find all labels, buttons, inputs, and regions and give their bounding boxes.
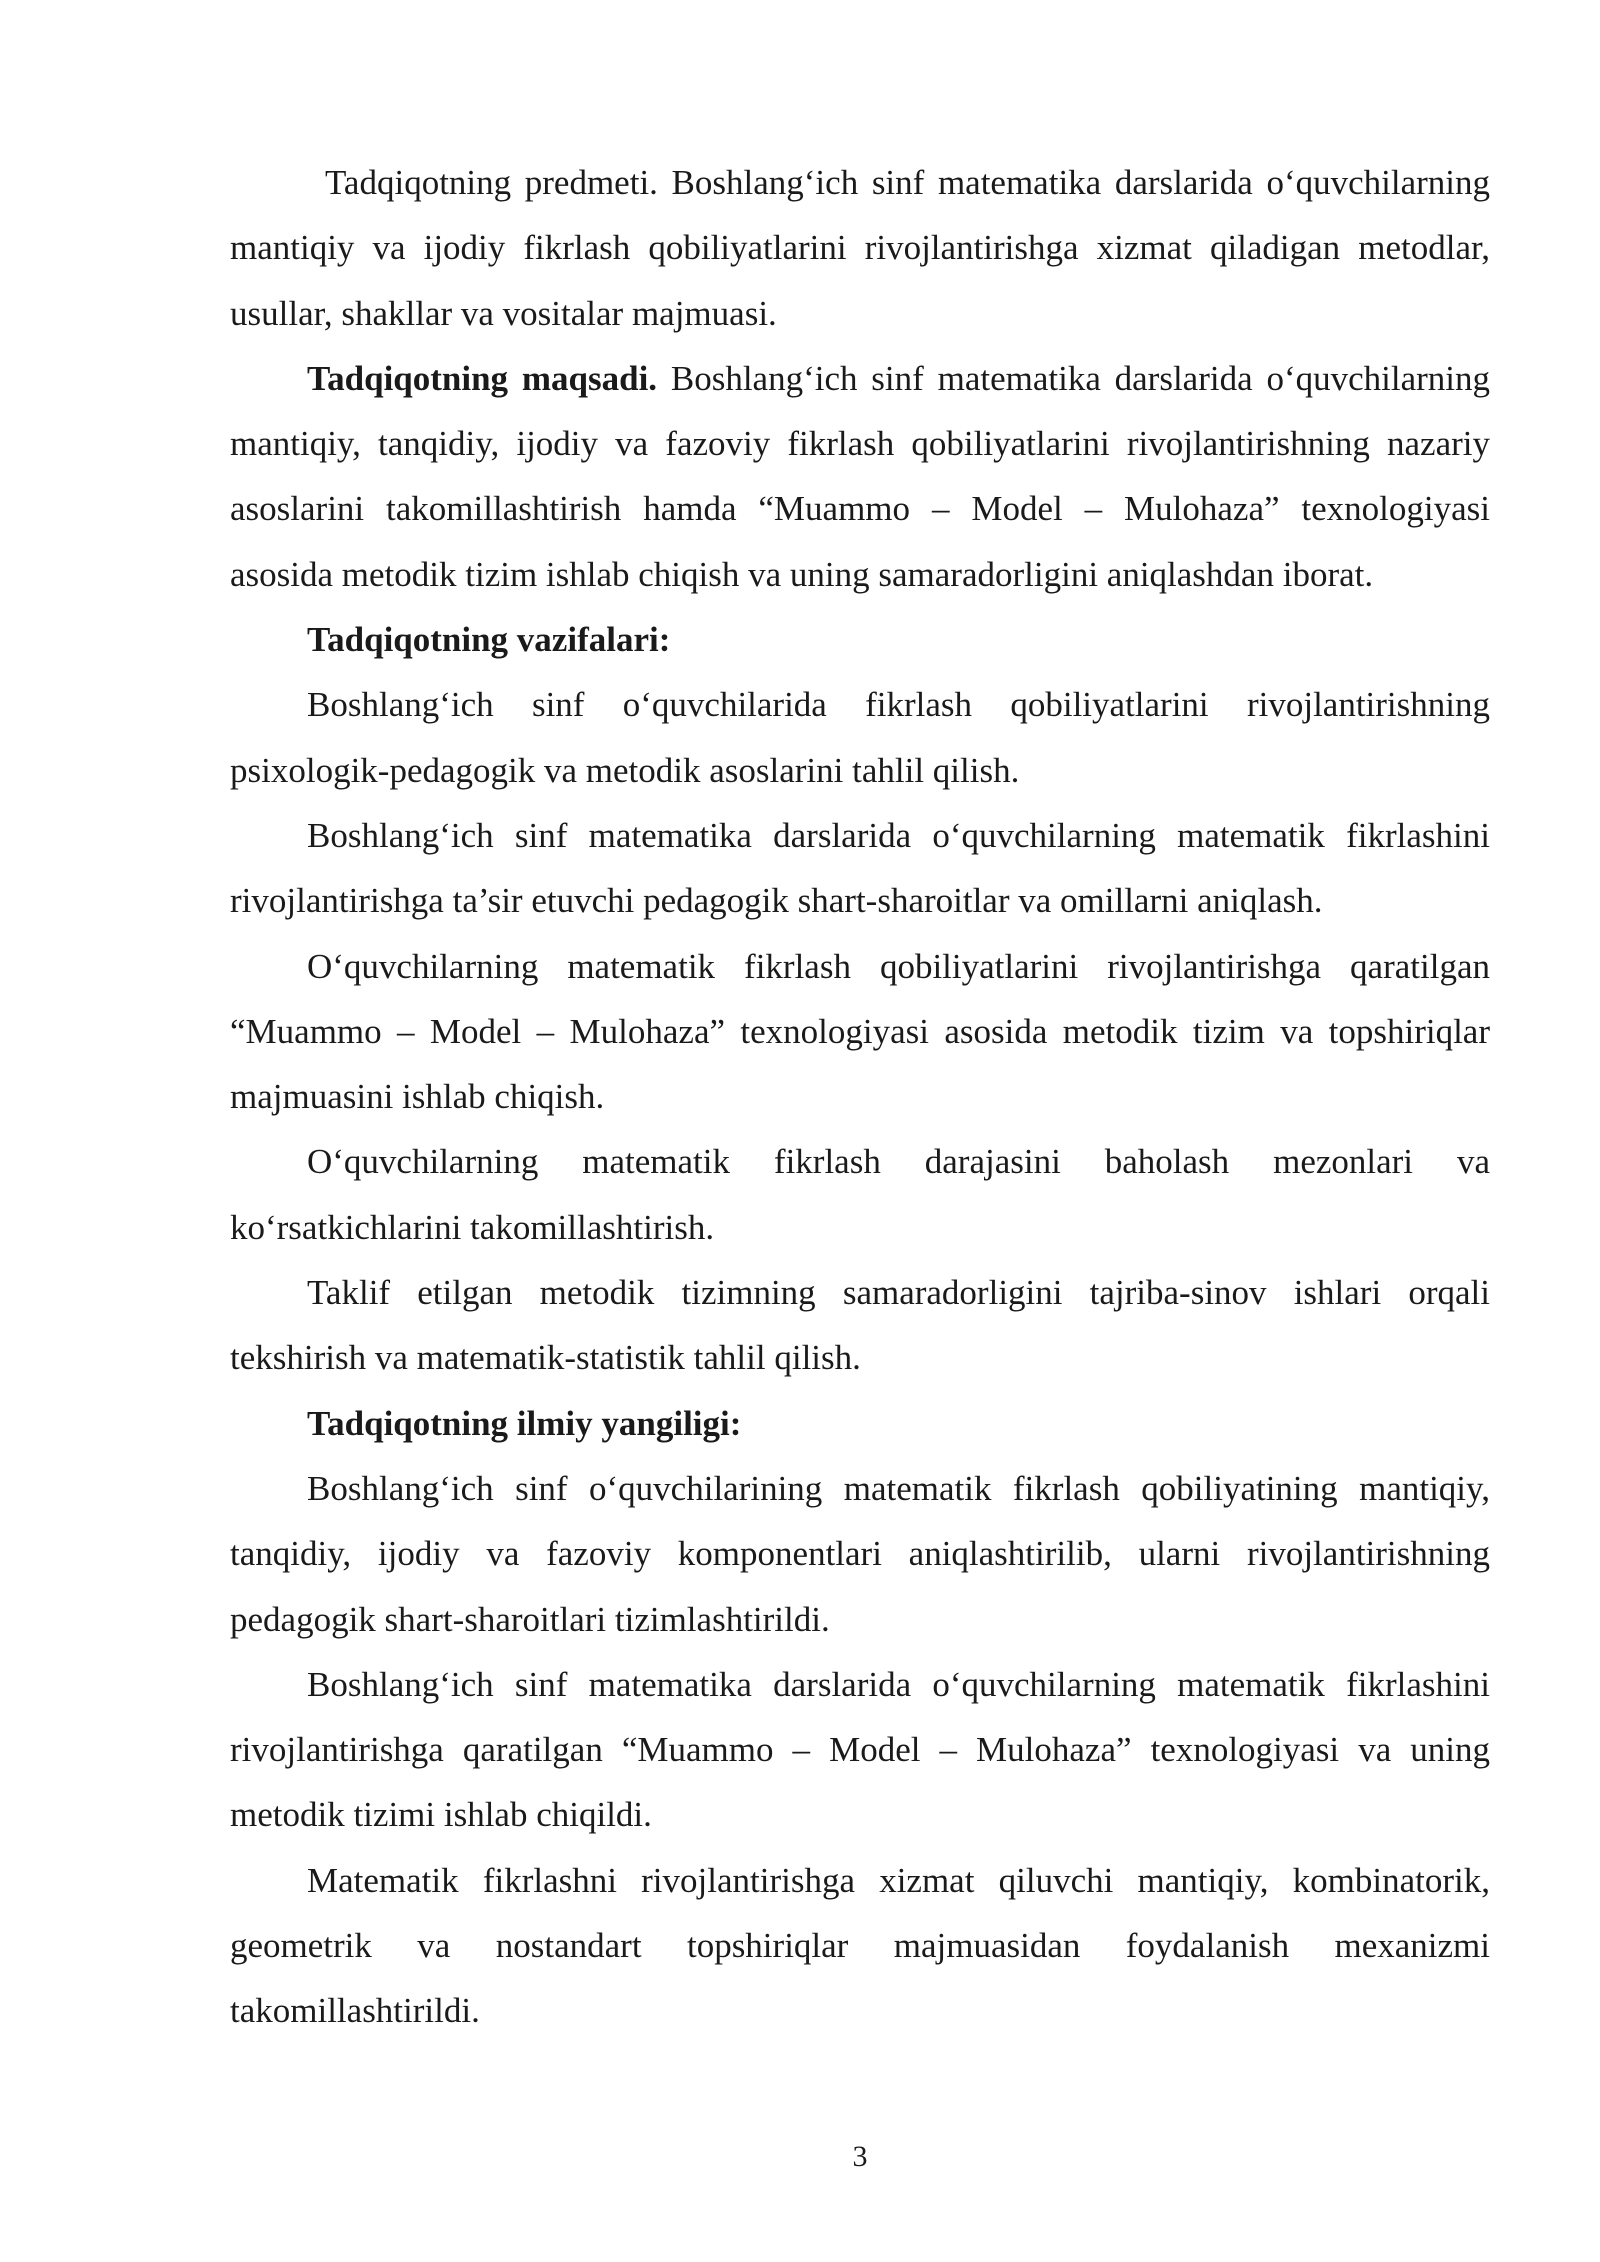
document-page bbox=[230, 150, 1490, 2044]
task-item: Boshlang‘ich sinf o‘quvchilarida fikrlash qobiliyatlarini rivojlantirishning psixologik-pedagogik va metodik asoslarini tahlil qilish. bbox=[230, 685, 1490, 790]
novelty-item: Matematik fikrlashni rivojlantirishga xizmat qiluvchi mantiqiy, kombinatorik, geometrik va nostandart topshiriqlar majmuasidan foydalanish mexanizmi takomillashtirildi. bbox=[230, 1860, 1490, 2031]
page-number: 3 bbox=[852, 2140, 868, 2173]
task-item: Taklif etilgan metodik tizimning samaradorligini tajriba-sinov ishlari orqali tekshirish va matematik-statistik tahlil qilish. bbox=[230, 1273, 1490, 1378]
goal-label: Tadqiqotning maqsadi. bbox=[307, 358, 658, 398]
novelty-heading: Tadqiqotning ilmiy yangiligi: bbox=[307, 1403, 742, 1443]
subject-text: Boshlang‘ich sinf matematika darslarida o‘quvchilarning mantiqiy va ijodiy fikrlash qobiliyatlarini rivojlantirishga xizmat qiladigan metodlar, usullar, shakllar va vositalar majmuasi. bbox=[230, 163, 1490, 333]
novelty-item: Boshlang‘ich sinf matematika darslarida o‘quvchilarning matematik fikrlashini rivojlantirishga qaratilgan “Muammo – Model – Mulohaza” texnologiyasi va uning metodik tizimi ishlab chiqildi. bbox=[230, 1664, 1490, 1835]
subject-paragraph bbox=[230, 150, 1490, 346]
task-item: Boshlang‘ich sinf matematika darslarida o‘quvchilarning matematik fikrlashini rivojlantirishga ta’sir etuvchi pedagogik shart-sharoitlar va omillarni aniqlash. bbox=[230, 815, 1490, 921]
novelty-item: Boshlang‘ich sinf o‘quvchilarining matematik fikrlash qobiliyatining mantiqiy, tanqidiy, ijodiy va fazoviy komponentlari aniqlashtirilib, ularni rivojlantirishning pedagogik shart-sharoitlari tizimlashtirildi. bbox=[230, 1468, 1490, 1639]
goal-paragraph bbox=[230, 346, 1490, 607]
task-item: O‘quvchilarning matematik fikrlash qobiliyatlarini rivojlantirishga qaratilgan “Muammo – Model – Mulohaza” texnologiyasi asosida metodik tizim va topshiriqlar majmuasini ishlab chiqish. bbox=[230, 946, 1490, 1117]
subject-label: Tadqiqotning predmeti. bbox=[325, 163, 658, 202]
tasks-heading: Tadqiqotning vazifalari: bbox=[307, 620, 671, 660]
task-item: O‘quvchilarning matematik fikrlash darajasini baholash mezonlari va ko‘rsatkichlarini takomillashtirish. bbox=[230, 1142, 1490, 1247]
goal-text: Boshlang‘ich sinf matematika darslarida o‘quvchilarning mantiqiy, tanqidiy, ijodiy va fazoviy fikrlash qobiliyatlarini rivojlantirishning nazariy asoslarini takomillashtirish hamda “Muammo – Model – Mulohaza” texnologiyasi asosida metodik tizim ishlab chiqish va uning samaradorligini aniqlashdan iborat. bbox=[230, 358, 1490, 594]
